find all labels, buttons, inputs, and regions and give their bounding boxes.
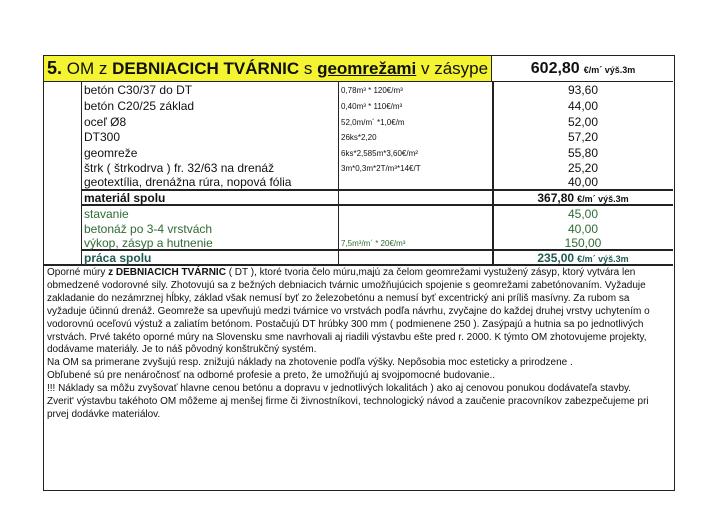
labor-price: 40,00 (567, 222, 599, 236)
item-calc: 0,78m³ * 120€/m³ (341, 86, 403, 95)
item-name: betón C30/37 do DT (84, 83, 193, 97)
section-title (44, 56, 492, 81)
material-total-label: materiál spolu (84, 191, 166, 205)
total-price-unit: €/m´ výš.3m (583, 65, 636, 75)
item-name: oceľ Ø8 (84, 115, 127, 129)
item-calc: 26ks*2,20 (341, 133, 377, 142)
title-s: s (303, 59, 313, 78)
description (47, 267, 667, 422)
item-calc: 6ks*2,585m*3,60€/m² (341, 149, 418, 158)
header-row (44, 56, 673, 82)
total-price (493, 56, 673, 81)
item-price: 55,80 (567, 146, 599, 160)
desc-product: z DEBNIACICH TVÁRNIC (108, 267, 226, 278)
title-prefix: OM z (66, 59, 108, 78)
item-name: DT300 (84, 130, 121, 144)
labor-name: betonáž po 3-4 vrstvách (84, 222, 213, 236)
item-price: 57,20 (567, 130, 599, 144)
labor-total-unit: €/m´ výš.3m (577, 254, 629, 264)
item-price: 52,00 (567, 115, 599, 129)
title-suffix: v zásype (421, 59, 489, 78)
labor-total-label: práca spolu (84, 251, 152, 265)
material-total-value: 367,80 (537, 191, 575, 205)
labor-price: 150,00 (564, 236, 602, 250)
labor-total-value: 235,00 (537, 251, 575, 265)
item-calc: 52,0m/m´ *1,0€/m (341, 118, 405, 127)
labor-total-price (493, 251, 673, 265)
item-calc: 0,40m³ * 110€/m³ (341, 102, 403, 111)
labor-name: stavanie (84, 207, 129, 221)
item-price: 93,60 (567, 83, 599, 97)
labor-name: výkop, zásyp a hutnenie (84, 236, 213, 250)
item-calc: 3m*0,3m*2T/m³*14€/T (341, 164, 421, 173)
material-total-unit: €/m´ výš.3m (577, 194, 629, 204)
description-paragraph: Na OM sa primerane zvyšujú resp. znižujú náklady na zhotovenie podľa výšky. Nepôsobia moc esteticky a prirodzene . (47, 357, 573, 369)
item-name: geomreže (84, 146, 138, 160)
total-price-value: 602,80 (530, 60, 580, 77)
description-paragraph: !!! Náklady sa môžu zvyšovať hlavne cenou betónu a dopravu v jednotlivých lokalitách ) ako aj cenovou ponukou dodávateľa stavby. (47, 383, 632, 395)
item-price: 25,20 (567, 161, 599, 175)
labor-calc: 7,5m³/m´ * 20€/m³ (341, 239, 406, 248)
title-product: DEBNIACICH TVÁRNIC (112, 59, 300, 78)
price-sheet (43, 55, 675, 491)
material-total-price (493, 191, 673, 205)
description-paragraph: Obľubené sú pre nenáročnosť na odborné profesie a preto, že umožňujú aj svojpomocné budovanie.. (47, 370, 496, 382)
item-name: betón C20/25 základ (84, 99, 195, 113)
description-paragraph: Zverit' výstavbu takéhoto OM môžeme aj menšej firme či živnostníkovi, technologický návod a zaučenie pracovníkov zabezpečujeme pri prvej dodávke materiálov. (47, 396, 649, 420)
item-name: štrk ( štrkodrva ) fr. 32/63 na drenáž (84, 161, 275, 175)
description-paragraph (47, 267, 667, 357)
item-price: 44,00 (567, 99, 599, 113)
title-geomrezami: geomrežami (317, 59, 417, 78)
item-name: geotextília, drenážna rúra, nopová fólia (84, 175, 292, 189)
section-number: 5. (47, 58, 63, 78)
item-price: 40,00 (567, 175, 599, 189)
desc-intro: Oporné múry (47, 267, 109, 278)
labor-price: 45,00 (567, 207, 599, 221)
desc-body: ( DT ), ktoré tvoria čelo múru,majú za čelom geomrežami vystužený zásyp, ktorý vytvára len obmedzené vodorovné sily. Zhotovujú sa z bežných debniacich tvárnic umožňujúcich spojenie s geomrežami zabetónovaním. Vyžaduje zakladanie do nezámrznej hĺbky, základ však nemusí byť zo železobetónu a nemusí byť excentrický ani príliš masívny. Za rubom sa vyžaduje účinnú drenáž. Geomreže sa upevňujú medzi tvárnice vo vrstvách podľa návrhu, zvyčajne do každej druhej vrstvy uchytením o vodorovnú oceľovú výstuž a zaliatím betónom. Postačujú DT hrúbky 300 mm ( podmienene 250 ). Zasýpajú a hutnia sa po jednotlivých vrstvách. Prvé takéto oporné múry na Slovensku sme navrhovali aj riadili výstavbu ešte pred r. 2000. K týmto OM zhotovujeme projekty, dodávame materiály. Je to náš pôvodný konštrukčný systém. (47, 267, 650, 356)
